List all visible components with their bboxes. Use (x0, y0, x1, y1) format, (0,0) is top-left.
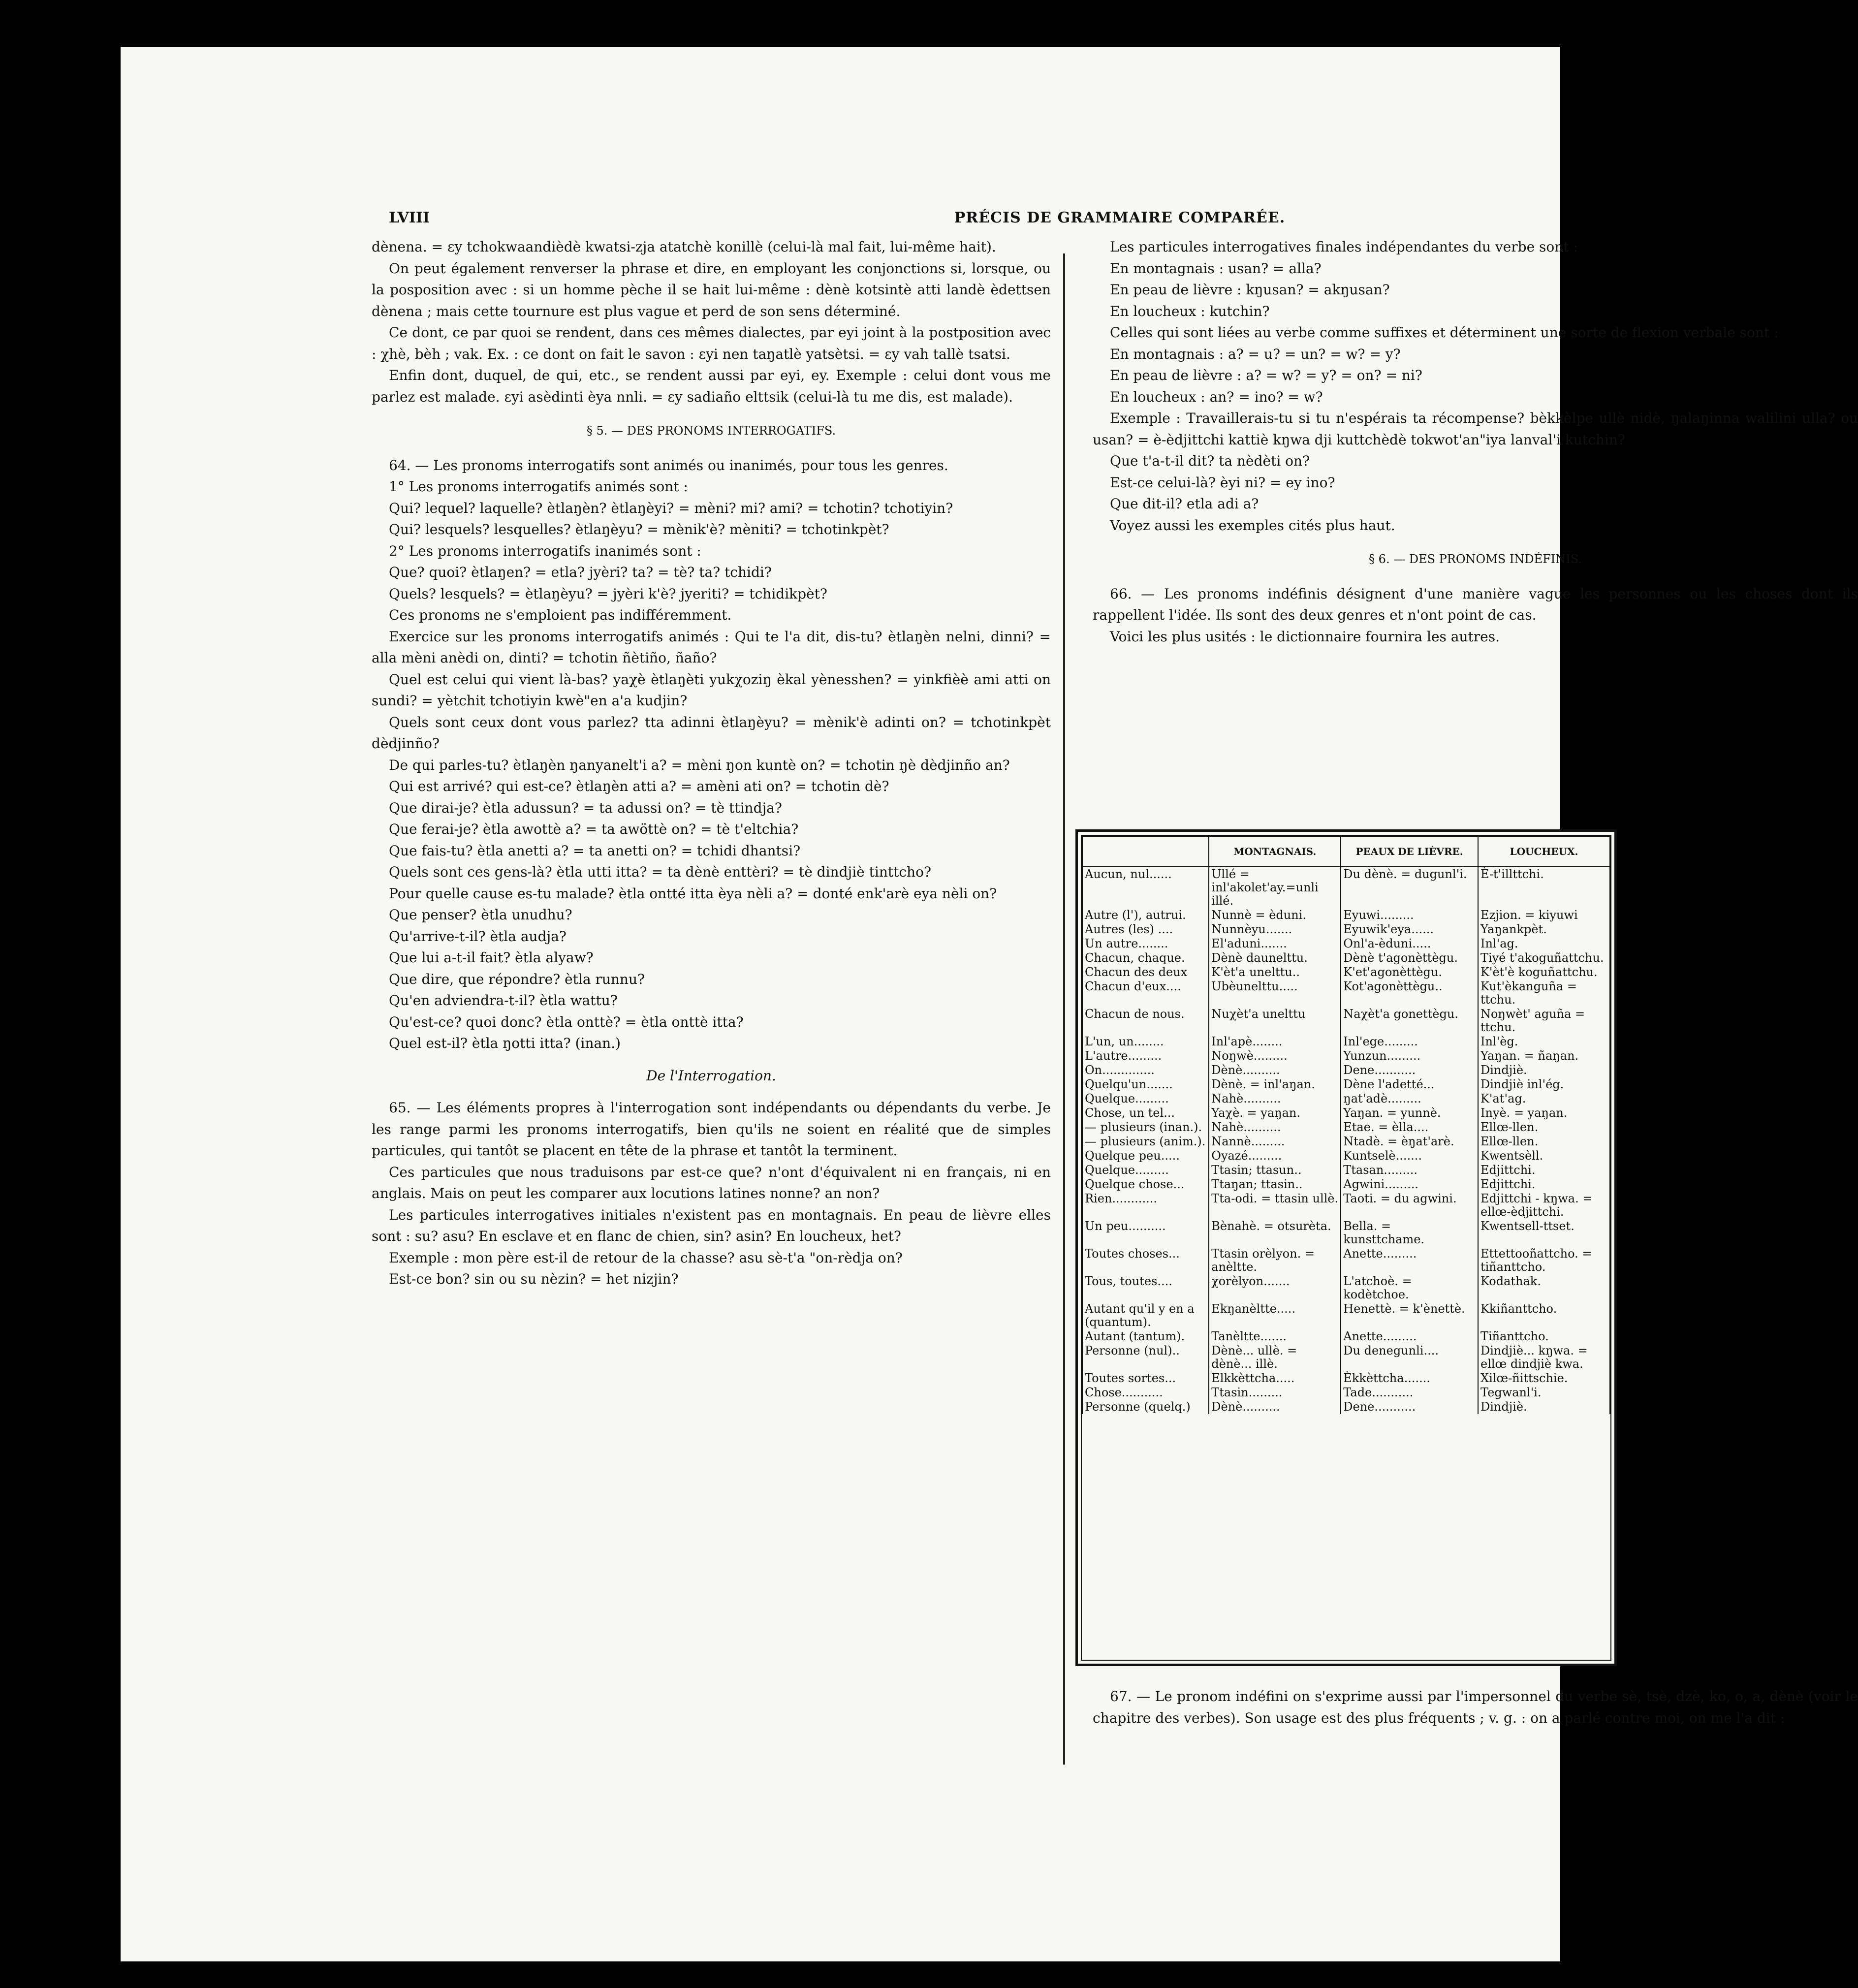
table-cell: Edjittchi. (1478, 1163, 1610, 1177)
table-row (1082, 1149, 1610, 1163)
paragraph: Pour quelle cause es-tu malade? ètla ontté itta èya nèli a? = donté enk'arè eya nèli on? (389, 885, 997, 902)
table-cell: Quelque chose... (1082, 1177, 1209, 1192)
table-cell: χorèlyon....... (1209, 1274, 1341, 1302)
paragraph: Qui? lequel? laquelle? ètlaŋèn? ètlaŋèyi? = mèni? mi? ami? = tchotin? tchotiyin? (389, 500, 953, 516)
scanned-page (121, 47, 1858, 1961)
table-cell: Chacun, chaque. (1082, 951, 1209, 965)
paragraph: En montagnais : a? = u? = un? = w? = y? (1110, 346, 1401, 362)
table-cell: K'èt'a unelttu.. (1209, 965, 1341, 979)
paragraph: Quels? lesquels? = ètlaŋèyu? = jyèri k'è? jyeriti? = tchidikpèt? (389, 585, 827, 602)
table-cell: Autre (l'), autrui. (1082, 908, 1209, 922)
paragraph: Que lui a-t-il fait? ètla alyaw? (389, 949, 594, 966)
table-row (1082, 1302, 1610, 1329)
paragraph: 1° Les pronoms interrogatifs animés sont : (389, 478, 688, 495)
table-cell: Kwentsell-ttset. (1478, 1219, 1610, 1247)
table-cell: Tiyé t'akoguñattchu. (1478, 951, 1610, 965)
table-cell: Autres (les) .... (1082, 922, 1209, 937)
paragraph-text: 67. — Le pronom indéfini on s'exprime aussi par l'impersonnel du verbe sè, tsè, dzè, ko, o, a, dènè (voir le chapitre des verbes). Son usage est des plus fréquents ; v. g. : on a parlé contre moi, on me l'a dit : (1093, 1688, 1858, 1726)
paragraph: Exercice sur les pronoms interrogatifs animés : Qui te l'a dit, dis-tu? ètlaŋèn nelni, dinni? = alla mèni anèdi on, dinti? = tchotin ñètiño, ñaño? (372, 628, 1051, 666)
table-cell: L'atchoè. = kodètchoe. (1341, 1274, 1478, 1302)
paragraph: Que dit-il? etla adi a? (1110, 496, 1259, 512)
table-cell: Chose, un tel... (1082, 1106, 1209, 1120)
table-header-row (1082, 836, 1610, 867)
table-row (1082, 922, 1610, 937)
paragraph: Quel est-il? ètla ŋotti itta? (inan.) (389, 1035, 621, 1051)
table-cell: Yaŋan. = ñaŋan. (1478, 1049, 1610, 1063)
table-cell: Dene........... (1341, 1063, 1478, 1077)
paragraph: De qui parles-tu? ètlaŋèn ŋanyanelt'i a? = mèni ŋon kuntè on? = tchotin ŋè dèdjinño an? (389, 757, 1010, 773)
table-cell: Ezjion. = kiyuwi (1478, 908, 1610, 922)
folio: LVIII (389, 209, 430, 226)
table-cell: Ttasan......... (1341, 1163, 1478, 1177)
section-heading: § 5. — DES PRONOMS INTERROGATIFS. (586, 424, 836, 438)
table-cell: Dindjiè inl'ég. (1478, 1077, 1610, 1092)
table-row (1082, 1192, 1610, 1219)
table-cell: ŋat'adè......... (1341, 1092, 1478, 1106)
table-row (1082, 1344, 1610, 1371)
paragraph: 2° Les pronoms interrogatifs inanimés sont : (389, 542, 701, 559)
right-column (1093, 236, 1858, 647)
paragraph: Quel est celui qui vient là-bas? yaχè ètlaŋèti yukχoziŋ èkal yènesshen? = yinkfièè ami atti on sundi? = yètchit tchotiyin kwè"en a'a kudjin? (372, 671, 1051, 709)
table-cell: Personne (nul).. (1082, 1344, 1209, 1371)
table-cell: Autant (tantum). (1082, 1329, 1209, 1344)
table-cell: Aucun, nul...... (1082, 867, 1209, 908)
table-cell: Ettettooñattcho. = tiñanttcho. (1478, 1247, 1610, 1274)
table-cell: Ubèunelttu..... (1209, 979, 1341, 1007)
paragraph: Les particules interrogatives finales indépendantes du verbe sont : (1110, 239, 1578, 255)
table-cell: Ellœ-llen. (1478, 1135, 1610, 1149)
paragraph: Que t'a-t-il dit? ta nèdèti on? (1110, 453, 1310, 469)
table-cell: Inl'ag. (1478, 937, 1610, 951)
table-cell: Kut'èkanguña = ttchu. (1478, 979, 1610, 1007)
table-cell: Nunnè = èduni. (1209, 908, 1341, 922)
section-heading: § 6. — DES PRONOMS INDÉFINIS. (1369, 552, 1582, 566)
column-header: LOUCHEUX. (1478, 836, 1610, 867)
table-cell: Ttasin orèlyon. = anèltte. (1209, 1247, 1341, 1274)
paragraph: Est-ce bon? sin ou su nèzin? = het nizjin? (389, 1271, 679, 1287)
table-cell: Chacun de nous. (1082, 1007, 1209, 1035)
table-cell: Quelque......... (1082, 1092, 1209, 1106)
table-cell: Rien............ (1082, 1192, 1209, 1219)
table-cell: Dindjiè... kŋwa. = ellœ dindjiè kwa. (1478, 1344, 1610, 1371)
table-row (1082, 908, 1610, 922)
table-row (1082, 937, 1610, 951)
table-cell: Onl'a-èduni..... (1341, 937, 1478, 951)
table-cell: Tta-odi. = ttasin ullè. (1209, 1192, 1341, 1219)
subheading: De l'Interrogation. (646, 1067, 776, 1084)
table-cell: Agwini......... (1341, 1177, 1478, 1192)
table-cell: Dènè t'agonèttègu. (1341, 951, 1478, 965)
table-cell: Nahè.......... (1209, 1092, 1341, 1106)
table-cell: — plusieurs (inan.). (1082, 1120, 1209, 1135)
table-row (1082, 1007, 1610, 1035)
table-cell: Du denegunli.... (1341, 1344, 1478, 1371)
table-cell: Kkiñanttcho. (1478, 1302, 1610, 1329)
table-cell: Quelqu'un....... (1082, 1077, 1209, 1092)
table-cell: Ttaŋan; ttasin.. (1209, 1177, 1341, 1192)
table-cell: Tegwanl'i. (1478, 1386, 1610, 1400)
table-cell: Ntadè. = èŋat'arè. (1341, 1135, 1478, 1149)
paragraph: 66. — Les pronoms indéfinis désignent d'une manière vague les personnes ou les choses dont ils rappellent l'idée. Ils sont des deux genres et n'ont point de cas. (1093, 585, 1858, 623)
paragraph: Voyez aussi les exemples cités plus haut. (1110, 517, 1395, 534)
paragraph: Celles qui sont liées au verbe comme suffixes et déterminent une sorte de flexion verbale sont : (1110, 324, 1779, 341)
table-cell: Quelque......... (1082, 1163, 1209, 1177)
table-cell: Yaŋan. = yunnè. (1341, 1106, 1478, 1120)
table-cell: K'et'agonèttègu. (1341, 965, 1478, 979)
paragraph: Que fais-tu? ètla anetti a? = ta anetti on? = tchidi dhantsi? (389, 842, 801, 859)
paragraph: Que penser? ètla unudhu? (389, 907, 572, 923)
left-column (372, 236, 1051, 1290)
table-row (1082, 1135, 1610, 1149)
table-cell: L'autre......... (1082, 1049, 1209, 1063)
table-cell: Bella. = kunsttchame. (1341, 1219, 1478, 1247)
table-cell: Ttasin; ttasun.. (1209, 1163, 1341, 1177)
table-row (1082, 1329, 1610, 1344)
paragraph: Ce dont, ce par quoi se rendent, dans ces mêmes dialectes, par eyi joint à la postposition avec : χhè, bèh ; vak. Ex. : ce dont on fait le savon : ɛyi nen taŋatlè yatsètsi. = ɛy vah tallè tsatsi. (372, 324, 1051, 362)
table-cell: Ullé = inl'akolet'ay.=unli illé. (1209, 867, 1341, 908)
table-row (1082, 1106, 1610, 1120)
paragraph: Quels sont ces gens-là? ètla utti itta? = ta dènè enttèri? = tè dindjiè tinttcho? (389, 864, 931, 880)
paragraph: Qu'en adviendra-t-il? ètla wattu? (389, 992, 618, 1009)
table-cell: Autant qu'il y en a (quantum). (1082, 1302, 1209, 1329)
table-cell: Tanèltte....... (1209, 1329, 1341, 1344)
paragraph: Enfin dont, duquel, de qui, etc., se rendent aussi par eyi, ey. Exemple : celui dont vous me parlez est malade. ɛyi asèdinti èya nnli. = ɛy sadiaño elttsik (celui-là tu me dis, est malade). (372, 367, 1051, 405)
table-cell: Chacun d'eux.... (1082, 979, 1209, 1007)
table-cell: — plusieurs (anim.). (1082, 1135, 1209, 1149)
table-cell: On.............. (1082, 1063, 1209, 1077)
table-row (1082, 1120, 1610, 1135)
paragraph: 64. — Les pronoms interrogatifs sont animés ou inanimés, pour tous les genres. (389, 457, 948, 473)
table-cell: Quelque peu..... (1082, 1149, 1209, 1163)
table-cell: Edjittchi. (1478, 1177, 1610, 1192)
paragraph: En loucheux : kutchin? (1110, 303, 1270, 319)
table-cell: Oyazé......... (1209, 1149, 1341, 1163)
table-cell: Eyuwi......... (1341, 908, 1478, 922)
table-cell: Toutes sortes... (1082, 1371, 1209, 1386)
table-cell: Elkkèttcha..... (1209, 1371, 1341, 1386)
table-cell: Dènè... ullè. = dènè... illè. (1209, 1344, 1341, 1371)
indefinite-pronouns-table (1075, 829, 1617, 1666)
table-cell: Xilœ-ñittschie. (1478, 1371, 1610, 1386)
paragraph-67 (1093, 1686, 1858, 1729)
table-cell: Anette......... (1341, 1247, 1478, 1274)
table-cell: Taoti. = du agwini. (1341, 1192, 1478, 1219)
paragraph: Ces particules que nous traduisons par est-ce que? n'ont d'équivalent ni en français, ni en anglais. Mais on peut les comparer aux locutions latines nonne? an non? (372, 1164, 1051, 1201)
table-row (1082, 1063, 1610, 1077)
paragraph: Qu'arrive-t-il? ètla audja? (389, 928, 567, 945)
table-row (1082, 965, 1610, 979)
table-row (1082, 1247, 1610, 1274)
table-cell: Dene........... (1341, 1400, 1478, 1414)
paragraph: Que dirai-je? ètla adussun? = ta adussi on? = tè ttindja? (389, 799, 782, 816)
paragraph: En loucheux : an? = ino? = w? (1110, 388, 1323, 405)
paragraph: En peau de lièvre : a? = w? = y? = on? = ni? (1110, 367, 1422, 383)
table-cell: Dindjiè. (1478, 1063, 1610, 1077)
table-cell: Chacun des deux (1082, 965, 1209, 979)
paragraph: Ces pronoms ne s'emploient pas indifféremment. (389, 607, 732, 623)
table-cell: Èkkèttcha....... (1341, 1371, 1478, 1386)
table-row (1082, 1163, 1610, 1177)
table-row (1082, 1219, 1610, 1247)
table-cell: El'aduni....... (1209, 937, 1341, 951)
table-cell: Edjittchi - kŋwa. = ellœ-èdjittchi. (1478, 1192, 1610, 1219)
table-row (1082, 1077, 1610, 1092)
table-cell: Ekŋanèltte..... (1209, 1302, 1341, 1329)
column-header (1082, 836, 1209, 867)
table-cell: Toutes choses... (1082, 1247, 1209, 1274)
column-header: PEAUX DE LIÈVRE. (1341, 836, 1478, 867)
column-header: MONTAGNAIS. (1209, 836, 1341, 867)
table-cell: Personne (quelq.) (1082, 1400, 1209, 1414)
column-divider (1063, 253, 1065, 1765)
paragraph: En peau de lièvre : kŋusan? = akŋusan? (1110, 282, 1390, 298)
paragraph: Est-ce celui-là? èyi ni? = ey ino? (1110, 474, 1335, 491)
table-cell: Dènè.......... (1209, 1400, 1341, 1414)
table-row (1082, 951, 1610, 965)
table-row (1082, 1274, 1610, 1302)
paragraph: En montagnais : usan? = alla? (1110, 260, 1322, 277)
table-cell: Yunzun......... (1341, 1049, 1478, 1063)
table-cell: Inl'apè........ (1209, 1035, 1341, 1049)
table-row (1082, 867, 1610, 908)
table-cell: Yaχè. = yaŋan. (1209, 1106, 1341, 1120)
paragraph: Qui est arrivé? qui est-ce? ètlaŋèn atti a? = amèni ati on? = tchotin dè? (389, 778, 889, 794)
table-cell: Ellœ-llen. (1478, 1120, 1610, 1135)
table-cell: Eyuwik'eya...... (1341, 922, 1478, 937)
table-cell: Chose........... (1082, 1386, 1209, 1400)
paragraph: dènena. = ɛy tchokwaandièdè kwatsi-zja atatchè konillè (celui-là mal fait, lui-même hait). (372, 239, 996, 255)
running-title: PRÉCIS DE GRAMMAIRE COMPARÉE. (954, 209, 1286, 226)
table-row (1082, 1049, 1610, 1063)
table-row (1082, 979, 1610, 1007)
table-cell: Nuχèt'a unelttu (1209, 1007, 1341, 1035)
table-cell: Noŋwèt' aguña = ttchu. (1478, 1007, 1610, 1035)
paragraph: Les particules interrogatives initiales n'existent pas en montagnais. En peau de lièvre elles sont : su? asu? En esclave et en flanc de chien, sin? asin? En loucheux, het? (372, 1206, 1051, 1244)
paragraph: Que dire, que répondre? ètla runnu? (389, 971, 645, 987)
table-cell: Nannè......... (1209, 1135, 1341, 1149)
table-cell: Naχèt'a gonettègu. (1341, 1007, 1478, 1035)
table-cell: Dènè. = inl'aŋan. (1209, 1077, 1341, 1092)
table-cell: Yaŋankpèt. (1478, 922, 1610, 937)
table-cell: Kodathak. (1478, 1274, 1610, 1302)
paragraph: Exemple : Travaillerais-tu si tu n'espérais ta récompense? bèkkèlpe ullè nidè, ŋalaŋinna walilini ulla? ou usan? = è-èdjittchi kattiè kŋwa dji kuttchèdè tokwot'an"iya lanval'i kutchin? (1093, 410, 1858, 448)
table-cell: Du dènè. = dugunl'i. (1341, 867, 1478, 908)
table-cell: Kwentsèll. (1478, 1149, 1610, 1163)
paragraph: Qu'est-ce? quoi donc? ètla onttè? = ètla onttè itta? (389, 1013, 744, 1030)
table-cell: Ttasin......... (1209, 1386, 1341, 1400)
table-cell: Nahè.......... (1209, 1120, 1341, 1135)
paragraph: Que? quoi? ètlaŋen? = etla? jyèri? ta? = tè? ta? tchidi? (389, 564, 772, 580)
paragraph: Qui? lesquels? lesquelles? ètlaŋèyu? = mènik'è? mèniti? = tchotinkpèt? (389, 521, 889, 537)
paragraph: 65. — Les éléments propres à l'interrogation sont indépendants ou dépendants du verbe. Je les range parmi les pronoms interrogatifs, bien qu'ils ne soient en réalité que de simples particules, qui tantôt se placent en tête de la phrase et tantôt la terminent. (372, 1100, 1051, 1159)
table-row (1082, 1092, 1610, 1106)
paragraph: Quels sont ceux dont vous parlez? tta adinni ètlaŋèyu? = mènik'è adinti on? = tchotinkpèt dèdjinño? (372, 714, 1051, 752)
table-cell: Dènè daunelttu. (1209, 951, 1341, 965)
table-cell: L'un, un........ (1082, 1035, 1209, 1049)
table-cell: Noŋwè......... (1209, 1049, 1341, 1063)
table-row (1082, 1371, 1610, 1386)
table-row (1082, 1400, 1610, 1414)
table-cell: Kot'agonèttègu.. (1341, 979, 1478, 1007)
table-cell: Inl'ege......... (1341, 1035, 1478, 1049)
table-row (1082, 1035, 1610, 1049)
table-cell: Kuntselè....... (1341, 1149, 1478, 1163)
paragraph: Voici les plus usités : le dictionnaire fournira les autres. (1110, 628, 1500, 645)
table-cell: Tiñanttcho. (1478, 1329, 1610, 1344)
paragraph: Exemple : mon père est-il de retour de la chasse? asu sè-t'a "on-rèdja on? (389, 1249, 903, 1266)
page-header (389, 209, 1587, 239)
table-row (1082, 1386, 1610, 1400)
table-row (1082, 1177, 1610, 1192)
table-cell: K'at'ag. (1478, 1092, 1610, 1106)
paragraph: Que ferai-je? ètla awottè a? = ta awöttè on? = tè t'eltchia? (389, 821, 799, 837)
table-cell: Inl'èg. (1478, 1035, 1610, 1049)
table-cell: Un peu.......... (1082, 1219, 1209, 1247)
table-cell: Dènè.......... (1209, 1063, 1341, 1077)
table-cell: Dindjiè. (1478, 1400, 1610, 1414)
table-cell: È-t'illttchi. (1478, 867, 1610, 908)
table-body (1082, 867, 1610, 1414)
table-cell: Tous, toutes.... (1082, 1274, 1209, 1302)
table-cell: Henettè. = k'ènettè. (1341, 1302, 1478, 1329)
table-cell: Etae. = èlla.... (1341, 1120, 1478, 1135)
table-cell: Anette......... (1341, 1329, 1478, 1344)
table-cell: Nunnèyu....... (1209, 922, 1341, 937)
table-cell: Inyè. = yaŋan. (1478, 1106, 1610, 1120)
table-cell: Dène l'adetté... (1341, 1077, 1478, 1092)
paragraph: On peut également renverser la phrase et dire, en employant les conjonctions si, lorsque, ou la posposition avec : si un homme pèche il se hait lui-même : dènè kotsintè atti landè èdettsen dènena ; mais cette tournure est plus vague et perd de son sens déterminé. (372, 260, 1051, 319)
table-cell: Bènahè. = otsurèta. (1209, 1219, 1341, 1247)
table-cell: Un autre........ (1082, 937, 1209, 951)
table-cell: K'èt'è koguñattchu. (1478, 965, 1610, 979)
table-cell: Tade........... (1341, 1386, 1478, 1400)
